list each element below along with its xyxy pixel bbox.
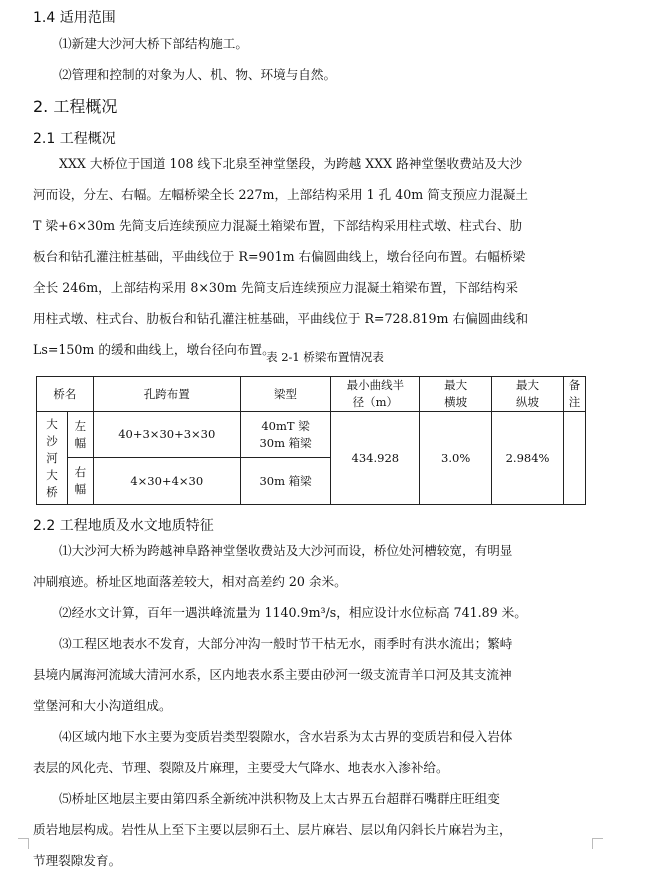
overview-line: XXX 大桥位于国道 108 线下北泉至神堂堡段，为跨越 XXX 路神堂堡收费站及大沙 bbox=[59, 156, 523, 171]
beam-type-cell: 30m 箱梁 bbox=[240, 458, 331, 505]
bridge-name-cell: 大 沙 河 大 桥 bbox=[37, 412, 68, 505]
geology-line: 县境内属海河流域大清河水系，区内地表水系主要由砂河一级支流青羊口河及其支流神 bbox=[33, 667, 512, 682]
header-min-radius: 最小曲线半 径（m） bbox=[331, 377, 420, 412]
longitudinal-slope-cell: 2.984% bbox=[492, 412, 564, 505]
table-header-row bbox=[37, 377, 586, 412]
radius-cell: 434.928 bbox=[331, 412, 420, 505]
cross-slope-cell: 3.0% bbox=[420, 412, 492, 505]
geology-line: ⑷区域内地下水主要为变质岩类型裂隙水，含水岩系为太古界的变质岩和侵入岩体 bbox=[59, 729, 513, 744]
page-margin-mark-left bbox=[18, 838, 29, 849]
geology-line: 表层的风化壳、节理、裂隙及片麻理，主要受大气降水、地表水入渗补给。 bbox=[33, 760, 449, 775]
span-cell: 40+3×30+3×30 bbox=[93, 412, 240, 458]
geology-line: 堂堡河和大小沟道组成。 bbox=[33, 698, 172, 713]
header-bridge-name: 桥名 bbox=[37, 377, 94, 412]
beam-type-cell: 40mT 梁 30m 箱梁 bbox=[240, 412, 331, 458]
geology-line: ⑶工程区地表水不发育，大部分冲沟一般时节干枯无水，雨季时有洪水流出；繁峙 bbox=[59, 636, 513, 651]
scope-item: ⑵管理和控制的对象为人、机、物、环境与自然。 bbox=[59, 67, 337, 82]
geology-paragraphs bbox=[33, 535, 588, 876]
geology-line: ⑴大沙河大桥为跨越神阜路神堂堡收费站及大沙河而设，桥位处河槽较宽，有明显 bbox=[59, 543, 513, 558]
geology-line: 质岩地层构成。岩性从上至下主要以层卵石土、层片麻岩、层以角闪斜长片麻岩为主， bbox=[33, 822, 512, 837]
overview-line: 河而设，分左、右幅。左幅桥梁全长 227m，上部结构采用 1 孔 40m 简支预应力混凝土 bbox=[33, 187, 528, 202]
overview-line: 板台和钻孔灌注桩基础，平曲线位于 R=901m 右偏圆曲线上，墩台径向布置。右幅桥梁 bbox=[33, 249, 526, 264]
overview-line: 用柱式墩、柱式台、肋板台和钻孔灌注桩基础，平曲线位于 R=728.819m 右偏圆曲线和 bbox=[33, 311, 529, 326]
remark-cell bbox=[563, 412, 585, 505]
scope-item: ⑴新建大沙河大桥下部结构施工。 bbox=[59, 36, 248, 51]
overview-line: 全长 246m，上部结构采用 8×30m 先简支后连续预应力混凝土箱梁布置，下部结构采 bbox=[33, 280, 518, 295]
section-2-1-heading: 2.1 工程概况 bbox=[33, 131, 116, 147]
bridge-layout-table bbox=[36, 376, 586, 505]
scope-list bbox=[33, 28, 614, 90]
overview-line: Ls=150m 的缓和曲线上，墩台径向布置。 bbox=[33, 342, 275, 357]
header-max-longitudinal-slope: 最大 纵坡 bbox=[492, 377, 564, 412]
header-span-layout: 孔跨布置 bbox=[93, 377, 240, 412]
header-remark: 备注 bbox=[563, 377, 585, 412]
page-margin-mark-right bbox=[592, 838, 603, 849]
geology-line: ⑵经水文计算，百年一遇洪峰流量为 1140.9m³/s，相应设计水位标高 741.89 米。 bbox=[59, 605, 527, 620]
geology-line: 节理裂隙发育。 bbox=[33, 853, 122, 868]
section-1-4-heading: 1.4 适用范围 bbox=[33, 10, 116, 26]
overview-paragraph bbox=[33, 148, 588, 365]
side-right-cell: 右 幅 bbox=[67, 458, 93, 505]
geology-line: ⑸桥址区地层主要由第四系全新统冲洪积物及上太古界五台超群石嘴群庄旺组变 bbox=[59, 791, 500, 806]
overview-line: T 梁+6×30m 先简支后连续预应力混凝土箱梁布置，下部结构采用柱式墩、柱式台、肋 bbox=[33, 218, 523, 233]
table-row-left bbox=[37, 412, 586, 458]
section-2-2-heading: 2.2 工程地质及水文地质特征 bbox=[33, 518, 214, 534]
section-2-heading: 2. 工程概况 bbox=[33, 97, 118, 116]
header-beam-type: 梁型 bbox=[240, 377, 331, 412]
header-max-cross-slope: 最大 横坡 bbox=[420, 377, 492, 412]
table-caption: 表 2-1 桥梁布置情况表 bbox=[266, 350, 384, 364]
geology-line: 冲刷痕迹。桥址区地面落差较大，相对高差约 20 余米。 bbox=[33, 574, 347, 589]
span-cell: 4×30+4×30 bbox=[93, 458, 240, 505]
side-left-cell: 左 幅 bbox=[67, 412, 93, 458]
